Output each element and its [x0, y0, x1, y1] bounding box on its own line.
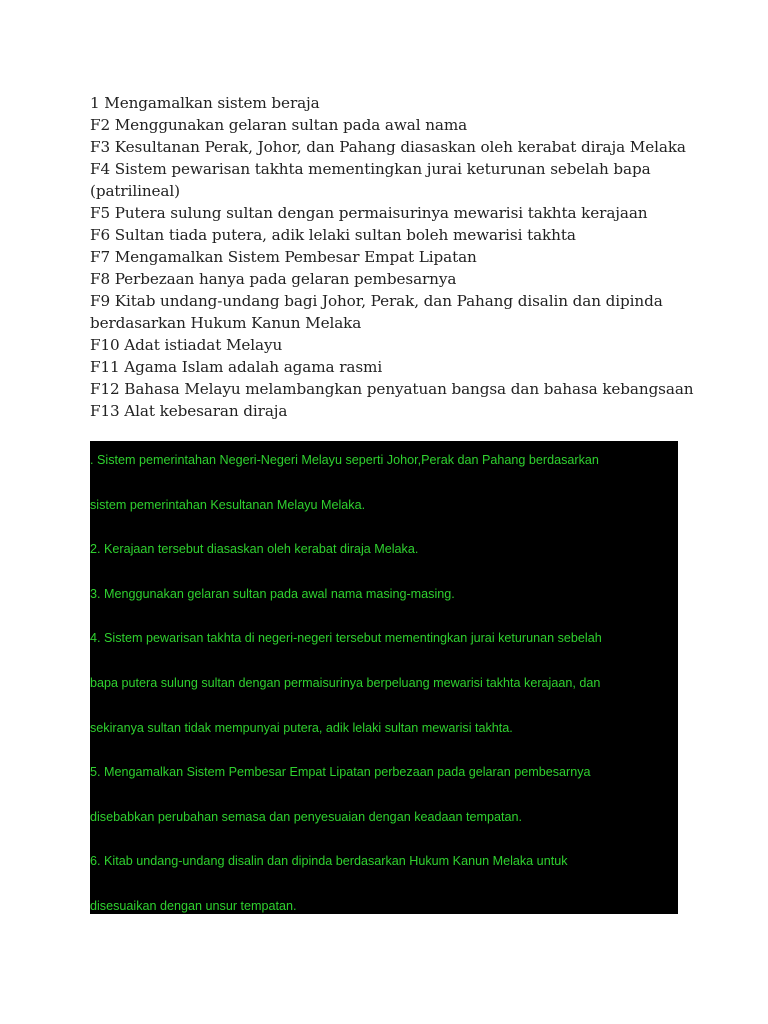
list-item: F8 Perbezaan hanya pada gelaran pembesarnya [90, 270, 457, 288]
list-item: F9 Kitab undang-undang bagi Johor, Perak, dan Pahang disalin dan dipinda [90, 292, 663, 310]
box-line: 6. Kitab undang-undang disalin dan dipinda berdasarkan Hukum Kanun Melaka untuk [90, 854, 568, 868]
box-line: sekiranya sultan tidak mempunyai putera, adik lelaki sultan mewarisi takhta. [90, 721, 513, 735]
list-item: 1 Mengamalkan sistem beraja [90, 94, 320, 112]
feature-list [90, 92, 694, 422]
list-item: F5 Putera sulung sultan dengan permaisurinya mewarisi takhta kerajaan [90, 204, 648, 222]
list-item: F4 Sistem pewarisan takhta mementingkan jurai keturunan sebelah bapa [90, 160, 651, 178]
list-item: F11 Agama Islam adalah agama rasmi [90, 358, 383, 376]
box-line: 3. Menggunakan gelaran sultan pada awal nama masing-masing. [90, 587, 455, 601]
list-item: F2 Menggunakan gelaran sultan pada awal nama [90, 116, 468, 134]
list-item: (patrilineal) [90, 182, 180, 200]
box-line: 4. Sistem pewarisan takhta di negeri-negeri tersebut mementingkan jurai keturunan sebelah [90, 631, 602, 645]
box-line: disesuaikan dengan unsur tempatan. [90, 899, 297, 913]
box-line: bapa putera sulung sultan dengan permaisurinya berpeluang mewarisi takhta kerajaan, dan [90, 676, 601, 690]
list-item: F13 Alat kebesaran diraja [90, 402, 288, 420]
list-item: F12 Bahasa Melayu melambangkan penyatuan bangsa dan bahasa kebangsaan [90, 380, 694, 398]
box-line: 5. Mengamalkan Sistem Pembesar Empat Lipatan perbezaan pada gelaran pembesarnya [90, 765, 591, 779]
explanation-box [90, 441, 678, 914]
list-item: F7 Mengamalkan Sistem Pembesar Empat Lipatan [90, 248, 477, 266]
list-item: F3 Kesultanan Perak, Johor, dan Pahang diasaskan oleh kerabat diraja Melaka [90, 138, 686, 156]
box-line: disebabkan perubahan semasa dan penyesuaian dengan keadaan tempatan. [90, 810, 523, 824]
box-line: . Sistem pemerintahan Negeri-Negeri Melayu seperti Johor,Perak dan Pahang berdasarkan [90, 453, 599, 467]
list-item: F10 Adat istiadat Melayu [90, 336, 283, 354]
box-line: 2. Kerajaan tersebut diasaskan oleh kerabat diraja Melaka. [90, 542, 419, 556]
list-item: F6 Sultan tiada putera, adik lelaki sultan boleh mewarisi takhta [90, 226, 576, 244]
box-line: sistem pemerintahan Kesultanan Melayu Melaka. [90, 498, 366, 512]
list-item: berdasarkan Hukum Kanun Melaka [90, 314, 362, 332]
